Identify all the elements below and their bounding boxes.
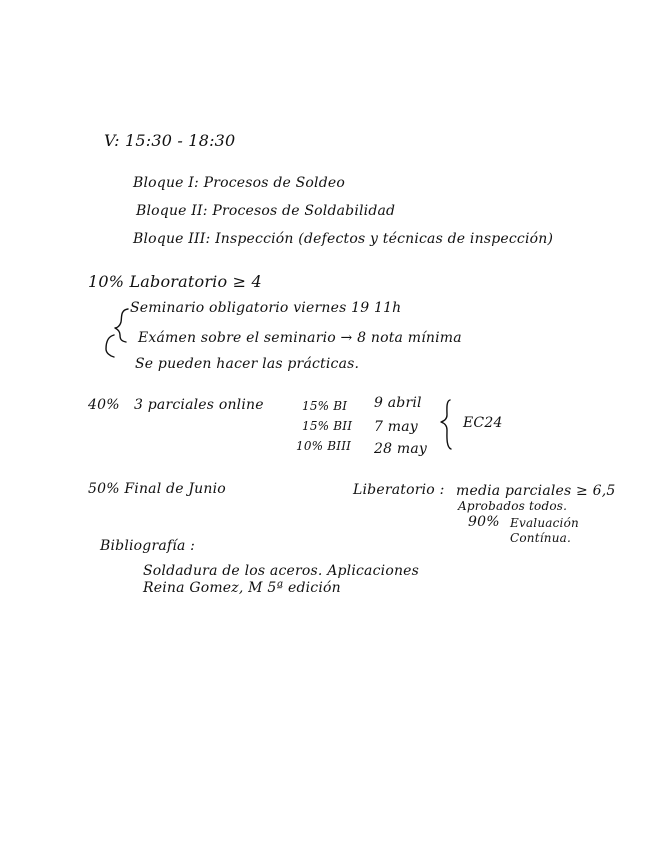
block-1: Bloque I: Procesos de Soldeo [133,175,345,191]
lab-practice: Se pueden hacer las prácticas. [135,356,360,372]
partials-weight: 40% [88,397,120,413]
lab-upper-brace [115,309,128,342]
lab-exam: Exámen sobre el seminario → 8 nota mínima [138,330,462,346]
biblio-line-1: Soldadura de los aceros. Aplicaciones [143,563,420,579]
partial-3-pct: 10% BIII [296,439,352,453]
partial-1-date: 9 abril [374,395,422,411]
liberatorio-label: Liberatorio : [353,482,445,498]
partials-brace [441,400,451,449]
partial-1-pct: 15% BI [302,399,348,413]
partial-3-date: 28 may [374,441,427,457]
media-parciales: media parciales ≥ 6,5 [456,483,616,499]
lab-seminar: Seminario obligatorio viernes 19 11h [130,300,402,316]
partial-2-pct: 15% BII [302,419,353,433]
eval-pct: 90% [468,514,500,530]
schedule-line: V: 15:30 - 18:30 [104,131,236,150]
partial-2-date: 7 may [374,419,418,435]
biblio-title: Bibliografía : [100,538,196,554]
eval-line-1: Evaluación [510,516,579,530]
eval-line-2: Contínua. [510,531,572,545]
final-label: 50% Final de Junio [88,481,226,497]
biblio-line-2: Reina Gomez, M 5ª edición [143,580,341,596]
partials-label: 3 parciales online [134,397,264,413]
aprobados-todos: Aprobados todos. [458,499,568,513]
lab-title: 10% Laboratorio ≥ 4 [88,272,262,291]
block-2: Bloque II: Procesos de Soldabilidad [136,203,396,219]
lab-lower-brace [106,335,114,357]
partials-code: EC24 [463,415,503,431]
block-3: Bloque III: Inspección (defectos y técnicas de inspección) [133,231,554,247]
